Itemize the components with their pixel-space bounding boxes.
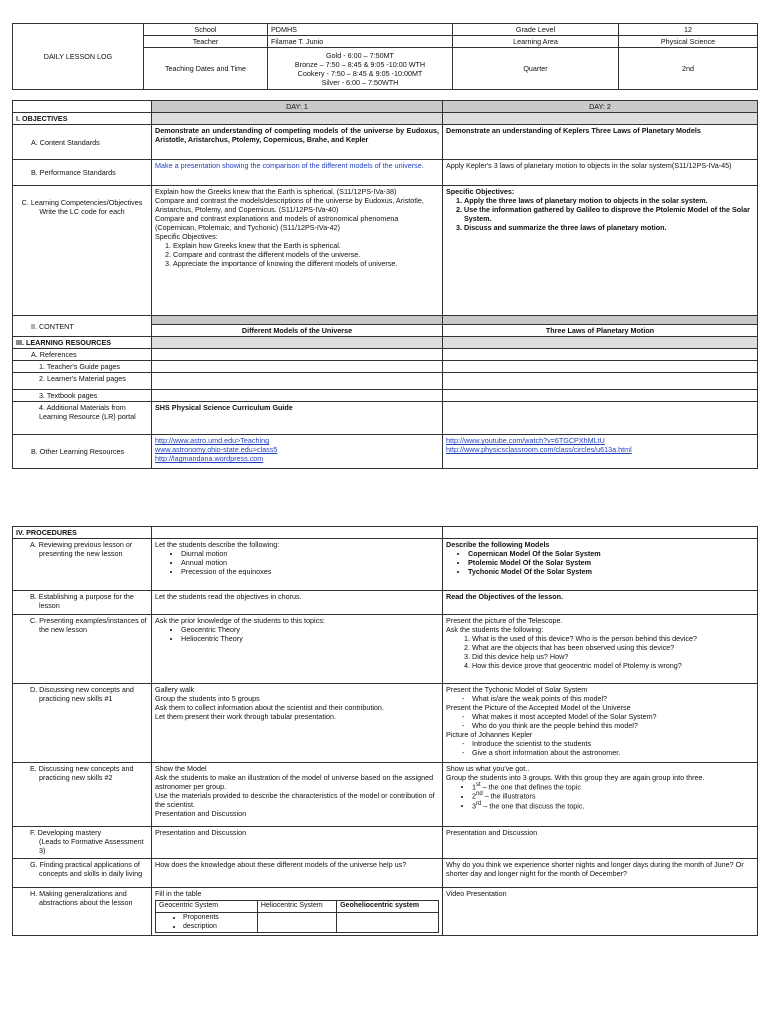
- blank-cell: [443, 361, 758, 373]
- table-header: Geocentric System: [156, 901, 258, 913]
- procedure-b-day1: Let the students read the objectives in chorus.: [152, 591, 443, 615]
- procedure-text: Let them present their work through tabular presentation.: [155, 712, 336, 721]
- procedures-heading: IV. PROCEDURES: [13, 527, 152, 539]
- procedure-b-day2: Read the Objectives of the lesson.: [443, 591, 758, 615]
- procedure-h-label: H. Making generalizations and abstractions about the lesson: [13, 888, 152, 936]
- procedure-text: Show the Model: [155, 764, 207, 773]
- competencies-day1: [152, 186, 443, 316]
- ordinal-number: 2: [472, 791, 476, 801]
- ordinal-suffix: nd: [476, 791, 483, 798]
- procedure-item: • Ptolemic Model Of the Solar System: [468, 558, 754, 567]
- table-list-item: • description: [183, 923, 254, 932]
- procedure-item: • Geocentric Theory: [181, 625, 439, 634]
- procedure-f-sub: (Leads to Formative Assessment 3): [39, 837, 144, 855]
- performance-standards-day1: Make a presentation showing the comparison of the different models of the universe.: [152, 160, 443, 186]
- content-heading: II. CONTENT: [13, 316, 152, 337]
- quarter-value: 2nd: [619, 48, 758, 90]
- procedure-item: 1. What is the used of this device? Who is the person behind this device?: [472, 634, 754, 643]
- procedure-item: - What is/are the weak points of this model?: [472, 694, 754, 703]
- procedure-item: 3. Did this device help us? How?: [472, 652, 754, 661]
- day1-header: DAY: 1: [152, 101, 443, 113]
- blank-cell: [443, 316, 758, 325]
- performance-standards-day2: Apply Kepler's 3 laws of planetary motion to objects in the solar system(S11/12PS-IVa-45): [443, 160, 758, 186]
- other-resources-day1: [152, 435, 443, 469]
- other-resources-label: B. Other Learning Resources: [13, 435, 152, 469]
- procedure-g-label: G. Finding practical applications of concepts and skills in daily living: [13, 859, 152, 888]
- teacher-value: Filamae T. Junio: [268, 36, 453, 48]
- school-label: School: [144, 24, 268, 36]
- time-gold: Gold - 6:00 – 7:50MT: [326, 50, 394, 60]
- additional-materials-label: 4. Additional Materials from Learning Resource (LR) portal: [13, 402, 152, 435]
- procedure-item: • Precession of the equinoxes: [181, 567, 439, 576]
- procedure-d-day2: [443, 684, 758, 763]
- blank-cell: [443, 373, 758, 390]
- textbook-label: 3. Textbook pages: [13, 390, 152, 402]
- objectives-heading: I. OBJECTIVES: [13, 113, 152, 125]
- resource-link[interactable]: http://www.astro.umd.edu>Teaching: [155, 436, 270, 445]
- procedure-h-day2: Video Presentation: [443, 888, 758, 936]
- procedure-f-day2: Presentation and Discussion: [443, 827, 758, 859]
- procedure-item: 4. How this device prove that geocentric model of Ptolemy is wrong?: [472, 661, 754, 670]
- resource-link[interactable]: http://www.physicsclassroom.com/class/circles/u613a.html: [446, 445, 632, 454]
- procedure-item: • Diurnal motion: [181, 549, 439, 558]
- blank-cell: [443, 349, 758, 361]
- blank-cell: [443, 402, 758, 435]
- competency-line: Compare and contrast explanations and models of astronomical phenomena (Copernican, Ptolemaic, and Tychonic) (S11/12PS-IVa-42): [155, 214, 399, 232]
- content-standards-day1: Demonstrate an understanding of competing models of the universe by Eudoxus, Aristotle, Aristarchus, Ptolemy, Copernicus, Brahe, and Kepler: [152, 125, 443, 160]
- teachers-guide-label: 1. Teacher's Guide pages: [13, 361, 152, 373]
- ordinal-number: 1: [472, 782, 476, 792]
- procedure-text: Presentation and Discussion: [155, 809, 247, 818]
- procedure-text: Let the students describe the following:: [155, 540, 280, 549]
- procedure-e-day2: [443, 763, 758, 827]
- procedure-item: [472, 782, 754, 791]
- blank-cell: [152, 349, 443, 361]
- area-value: Physical Science: [619, 36, 758, 48]
- procedure-text: Gallery walk: [155, 685, 195, 694]
- blank-cell: [152, 113, 443, 125]
- school-value: PDMHS: [268, 24, 453, 36]
- table-cell: [156, 912, 258, 933]
- blank-cell: [152, 390, 443, 402]
- blank-cell: [152, 337, 443, 349]
- resource-link[interactable]: www.astronomy.ohio-state.edu>class5: [155, 445, 278, 454]
- competency-line: Compare and contrast the models/descriptions of the universe by Eudoxus, Aristotle, Aristarchus, Ptolemy, and Copernicus. (S11/12PS-IVa-40): [155, 196, 424, 214]
- procedure-h-day1: [152, 888, 443, 936]
- procedure-text: Ask them to collect information about the scientist and their contribution.: [155, 703, 384, 712]
- procedure-item: • Annual motion: [181, 558, 439, 567]
- procedure-f-title: F. Developing mastery: [30, 828, 102, 837]
- area-label: Learning Area: [453, 36, 619, 48]
- grade-value: 12: [619, 24, 758, 36]
- procedure-text: Ask the prior knowledge of the students to this topics:: [155, 616, 325, 625]
- learners-material-label: 2. Learner's Material pages: [13, 373, 152, 390]
- competency-line: Explain how the Greeks knew that the Earth is spherical. (S11/12PS-IVa-38): [155, 187, 397, 196]
- procedure-item: 2. What are the objects that has been observed using this device?: [472, 643, 754, 652]
- competencies-day2: [443, 186, 758, 316]
- table-cell: [257, 912, 336, 933]
- procedure-text: Use the materials provided to describe the characteristics of the model or contribution of the scientist.: [155, 791, 435, 809]
- procedure-a-day1: [152, 539, 443, 591]
- lesson-table-1: [12, 100, 758, 469]
- procedure-a-label: A. Reviewing previous lesson or presenting the new lesson: [13, 539, 152, 591]
- blank-cell: [152, 361, 443, 373]
- blank-cell: [443, 337, 758, 349]
- blank-cell: [152, 373, 443, 390]
- procedure-g-day1: How does the knowledge about these different models of the universe help us?: [152, 859, 443, 888]
- table-list-item: • Proponents: [183, 914, 254, 923]
- blank-cell: [152, 316, 443, 325]
- resource-link[interactable]: http://www.youtube.com/watch?v=6TGCPXhMLtU: [446, 436, 605, 445]
- dates-label: Teaching Dates and Time: [144, 48, 268, 90]
- procedure-d-label: D. Discussing new concepts and practicing new skills #1: [13, 684, 152, 763]
- procedure-g-day2: Why do you think we experience shorter nights and longer days during the month of June? Or shorter day and longer night for the month of December?: [443, 859, 758, 888]
- blank-cell: [443, 390, 758, 402]
- procedure-text: Group the students into 5 groups: [155, 694, 260, 703]
- table-header: Geoheliocentric system: [337, 901, 439, 913]
- other-resources-day2: [443, 435, 758, 469]
- ordinal-text: – the illustrators: [484, 791, 536, 801]
- procedure-text: Ask the students the following:: [446, 625, 544, 634]
- blank-cell: [13, 101, 152, 113]
- references-label: A. References: [13, 349, 152, 361]
- procedure-item: • Copernican Model Of the Solar System: [468, 549, 754, 558]
- time-bronze: Bronze – 7:50 – 8:45 & 9:05 -10:00 WTH: [294, 59, 426, 69]
- procedure-item: - Who do you think are the people behind this model?: [472, 721, 754, 730]
- procedure-text: Picture of Johannes Kepler: [446, 730, 533, 739]
- time-silver: Silver - 6:00 – 7:50WTH: [321, 77, 399, 87]
- header-title: DAILY LESSON LOG: [13, 24, 144, 90]
- time-cookery: Cookery - 7:50 – 8:45 & 9:05 -10:00MT: [297, 68, 423, 78]
- procedure-a-day2: [443, 539, 758, 591]
- procedure-text: Present the picture of the Telescope.: [446, 616, 563, 625]
- procedure-text: Group the students into 3 groups. With this group they are again group into three.: [446, 773, 705, 782]
- resource-link[interactable]: http://lagmandana.wordpress.com: [155, 454, 264, 463]
- ordinal-text: – the one that defines the topic: [482, 782, 581, 792]
- procedure-text: Ask the students to make an illustration of the model of universe based on the assigned astronomer per group.: [155, 773, 434, 791]
- objective-item: 1. Apply the three laws of planetary motion to objects in the solar system.: [464, 196, 754, 205]
- ordinal-suffix: rd: [476, 800, 482, 807]
- procedure-item: [472, 791, 754, 800]
- dates-times: [268, 48, 453, 90]
- table-cell: [337, 912, 439, 933]
- content-standards-label: A. Content Standards: [13, 125, 152, 160]
- competencies-label: C. Learning Competencies/Objectives Write the LC code for each: [13, 186, 152, 316]
- objective-item: 2. Compare and contrast the different models of the universe.: [173, 250, 439, 259]
- content-day2: Three Laws of Planetary Motion: [443, 325, 758, 337]
- objective-item: 3. Discuss and summarize the three laws of planetary motion.: [464, 223, 754, 232]
- procedure-item: • Heliocentric Theory: [181, 634, 439, 643]
- fill-in-table: [155, 900, 439, 933]
- procedure-f-label: [13, 827, 152, 859]
- day2-header: DAY: 2: [443, 101, 758, 113]
- procedure-item: - Introduce the scientist to the students: [472, 739, 754, 748]
- ordinal-suffix: st: [476, 782, 481, 788]
- procedure-c-day1: [152, 615, 443, 684]
- procedure-e-day1: [152, 763, 443, 827]
- lesson-table-2: [12, 526, 758, 936]
- content-standards-day2: Demonstrate an understanding of Keplers Three Laws of Planetary Models: [443, 125, 758, 160]
- procedure-item: • Tychonic Model Of the Solar System: [468, 567, 754, 576]
- specific-objectives-heading: Specific Objectives:: [446, 187, 515, 196]
- header-table: [12, 23, 758, 90]
- content-day1: Different Models of the Universe: [152, 325, 443, 337]
- procedure-c-label: C. Presenting examples/instances of the new lesson: [13, 615, 152, 684]
- objective-item: 3. Appreciate the importance of knowing the different models of universe.: [173, 259, 439, 268]
- objective-item: 1. Explain how Greeks knew that the Earth is spherical.: [173, 241, 439, 250]
- procedure-text: Fill in the table: [155, 889, 202, 898]
- procedure-c-day2: [443, 615, 758, 684]
- additional-materials-day1: SHS Physical Science Curriculum Guide: [152, 402, 443, 435]
- procedure-f-day1: Presentation and Discussion: [152, 827, 443, 859]
- teacher-label: Teacher: [144, 36, 268, 48]
- blank-cell: [443, 527, 758, 539]
- procedure-item: - Give a short information about the astronomer.: [472, 748, 754, 757]
- grade-label: Grade Level: [453, 24, 619, 36]
- blank-cell: [443, 113, 758, 125]
- procedure-text: Present the Picture of the Accepted Model of the Universe: [446, 703, 631, 712]
- performance-standards-label: B. Performance Standards: [13, 160, 152, 186]
- ordinal-number: 3: [472, 801, 476, 811]
- procedure-text: Show us what you've got..: [446, 764, 530, 773]
- procedure-text: Describe the following Models: [446, 540, 550, 549]
- procedure-item: - What makes it most accepted Model of the Solar System?: [472, 712, 754, 721]
- objective-item: 2. Use the information gathered by Galileo to disprove the Ptolemic Model of the Solar System.: [464, 205, 754, 223]
- blank-cell: [152, 527, 443, 539]
- table-header: Heliocentric System: [257, 901, 336, 913]
- resources-heading: III. LEARNING RESOURCES: [13, 337, 152, 349]
- procedure-text: Present the Tychonic Model of Solar System: [446, 685, 588, 694]
- procedure-d-day1: [152, 684, 443, 763]
- ordinal-text: – the one that discuss the topic.: [483, 801, 585, 811]
- procedure-e-label: E. Discussing new concepts and practicing new skills #2: [13, 763, 152, 827]
- procedure-item: [472, 801, 754, 810]
- competency-line: Specific Objectives:: [155, 232, 218, 241]
- procedure-b-label: B. Establishing a purpose for the lesson: [13, 591, 152, 615]
- quarter-label: Quarter: [453, 48, 619, 90]
